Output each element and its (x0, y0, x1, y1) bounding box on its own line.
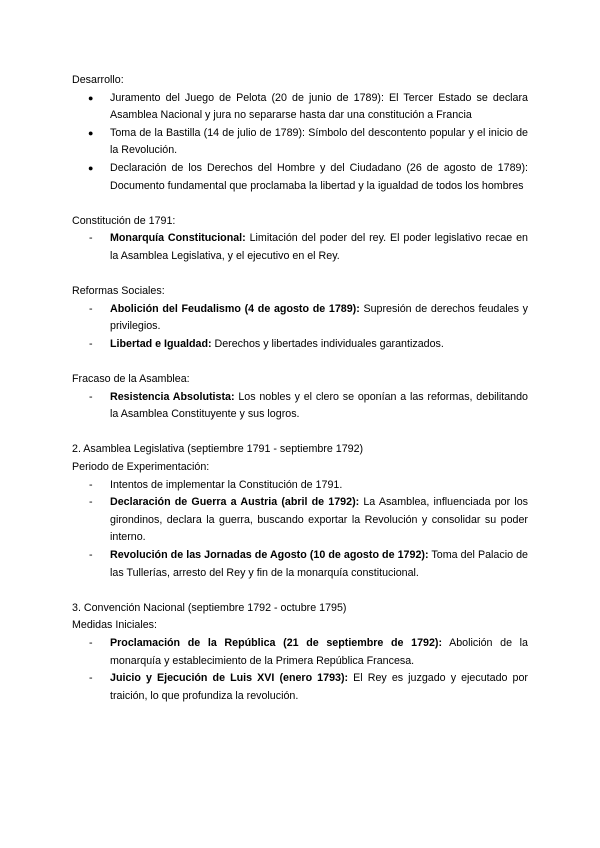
dash-list (72, 477, 528, 583)
list-item (72, 389, 528, 424)
item-text: Supresión de derechos feudales y privilegios. (110, 302, 529, 333)
section-title: Desarrollo: (72, 74, 124, 86)
dash-marker: - (89, 637, 93, 649)
section-heading: 2. Asamblea Legislativa (septiembre 1791 - septiembre 1792) (72, 443, 364, 456)
item-text: Toma del Palacio de las Tullerías, arresto del Rey y fin de la monarquía constitucional. (110, 549, 528, 579)
section-constitucion-1791 (72, 213, 528, 266)
section-asamblea-legislativa (72, 441, 528, 582)
dash-marker: - (89, 337, 93, 350)
list-item (72, 160, 528, 195)
section-subtitle: Periodo de Experimentación: (72, 461, 210, 474)
item-bold-text: Resistencia Absolutista: (110, 390, 235, 403)
item-bold-text: Libertad e Igualdad: (110, 337, 212, 350)
item-bold-text: Revolución de las Jornadas de Agosto (10 de agosto de 1792): (110, 549, 429, 562)
item-bold-text: Proclamación de la República (21 de septiembre de 1792): (110, 637, 443, 649)
item-bold-text: Monarquía Constitucional: (110, 232, 246, 245)
bullet-marker: ● (88, 162, 94, 173)
dash-marker: - (89, 478, 93, 491)
list-item (72, 230, 528, 265)
item-bold-text: Abolición del Feudalismo (4 de agosto de 1789): (110, 302, 360, 315)
item-text: Los nobles y el clero se oponían a las reformas, debilitando la Asamblea Constituyente y sus logros. (110, 390, 529, 421)
dash-list (72, 635, 528, 705)
dash-marker: - (89, 232, 93, 245)
list-item (72, 494, 528, 547)
list-item (72, 547, 528, 582)
item-text: Abolición de la monarquía y establecimiento de la Primera República Francesa. (110, 637, 528, 667)
item-bold-text: Declaración de Guerra a Austria (abril de 1792): (110, 496, 360, 509)
item-bold-text: Juicio y Ejecución de Luis XVI (enero 1793): (110, 672, 349, 685)
dash-list (72, 230, 528, 265)
bullet-marker: ● (88, 127, 94, 138)
list-item (72, 477, 528, 495)
section-title: Constitución de 1791: (72, 214, 176, 227)
item-text: Intentos de implementar la Constitución de 1791. (110, 478, 343, 491)
bullet-list (72, 90, 528, 196)
dash-marker: - (89, 549, 93, 562)
list-item (72, 125, 528, 160)
dash-list (72, 301, 528, 354)
list-item (72, 301, 528, 336)
item-text: La Asamblea, influenciada por los girondinos, declara la guerra, buscando exportar la Revolución y consolidar su poder interno. (110, 496, 528, 544)
item-text: Derechos y libertades individuales garantizados. (211, 337, 444, 350)
section-heading: 3. Convención Nacional (septiembre 1792 - octubre 1795) (72, 601, 347, 614)
section-desarrollo (72, 72, 528, 195)
section-subtitle: Medidas Iniciales: (72, 619, 157, 632)
dash-marker: - (89, 672, 93, 685)
document-content (72, 72, 528, 705)
item-text: Declaración de los Derechos del Hombre y del Ciudadano (26 de agosto de 1789): Documento fundamental que proclamaba la libertad y la igualdad de todos los hombres (110, 161, 528, 192)
dash-marker: - (89, 302, 93, 315)
section-fracaso-asamblea (72, 371, 528, 424)
dash-marker: - (89, 390, 93, 403)
item-text: Limitación del poder del rey. El poder legislativo recae en la Asamblea Legislativa, y el ejecutivo en el Rey. (110, 232, 528, 262)
list-item (72, 336, 528, 354)
section-convencion-nacional (72, 600, 528, 706)
dash-list (72, 389, 528, 424)
item-text: El Rey es juzgado y ejecutado por traición, lo que profundiza la revolución. (110, 672, 528, 702)
bullet-marker: ● (88, 92, 94, 103)
list-item (72, 670, 528, 705)
list-item (72, 90, 528, 125)
section-title: Fracaso de la Asamblea: (72, 373, 190, 386)
dash-marker: - (89, 496, 93, 509)
section-title: Reformas Sociales: (72, 285, 165, 298)
section-reformas-sociales (72, 283, 528, 353)
item-text: Toma de la Bastilla (14 de julio de 1789): Símbolo del descontento popular y el inicio de la Revolución. (110, 126, 528, 157)
list-item (72, 635, 528, 670)
item-text: Juramento del Juego de Pelota (20 de junio de 1789): El Tercer Estado se declara Asamblea Nacional y jura no separarse hasta dar una constitución a Francia (110, 91, 528, 122)
